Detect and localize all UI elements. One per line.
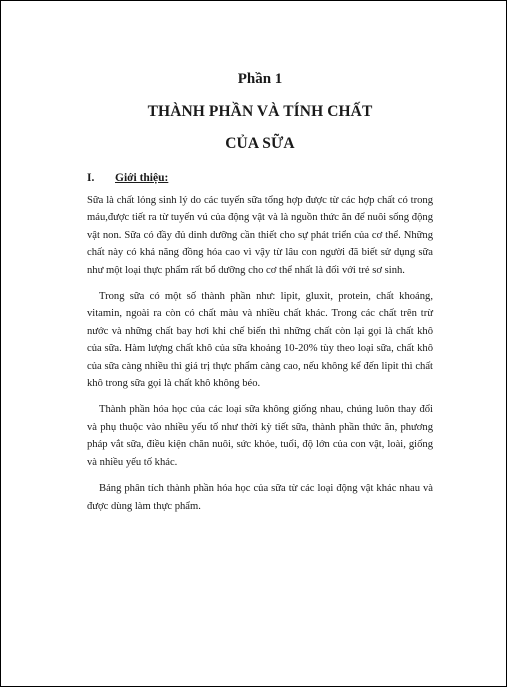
paragraph-1: Sữa là chất lỏng sinh lý do các tuyến sữa tổng hợp được từ các hợp chất có trong máu,được tiết ra từ tuyến vú của động vật và là nguồn thức ăn để nuôi sống động vật non. Sữa có đầy đủ dinh dưỡng cần thiết cho sự phát triển của cơ thể. Những chất này có khả năng đồng hóa cao vì vậy từ lâu con người đã biết sử dụng sữa như một loại thực phẩm rất bổ dưỡng cho cơ thể nhất là đối với trẻ sơ sinh. (87, 195, 433, 276)
section-title: Giới thiệu: (115, 172, 169, 184)
page-content (87, 65, 433, 515)
chapter-title-line-2: CỦA SỮA (225, 135, 295, 152)
chapter-title-line-1: THÀNH PHẦN VÀ TÍNH CHẤT (147, 103, 373, 120)
paragraph-3: Thành phần hóa học của các loại sữa không giống nhau, chúng luôn thay đổi và phụ thuộc vào nhiều yếu tố như thời kỳ tiết sữa, thành phần thức ăn, phương pháp vắt sữa, điều kiện chăn nuôi, sức khỏe, tuổi, độ lớn của con vật, loài, giống và nhiều yếu tố khác. (87, 404, 433, 468)
section-number: I. (87, 172, 95, 184)
paragraph-2: Trong sữa có một số thành phần như: lipit, gluxit, protein, chất khoáng, vitamin, ngoài ra còn có chất màu và nhiều chất khác. Trong các chất trên trừ nước và những chất bay hơi khi chế biến thì những chất còn lại gọi là chất khô của sữa. Hàm lượng chất khô của sữa khoảng 10-20% tùy theo loại sữa, chất khô của sữa càng nhiều thì giá trị thực phẩm càng cao, nếu không kể đến lipit thì chất khô trong sữa gọi là chất khô không béo. (87, 291, 433, 390)
paragraph-4: Bảng phân tích thành phần hóa học của sữa từ các loại động vật khác nhau và được dùng làm thực phẩm. (87, 483, 433, 512)
part-label: Phần 1 (237, 71, 283, 87)
section-heading (87, 170, 433, 186)
